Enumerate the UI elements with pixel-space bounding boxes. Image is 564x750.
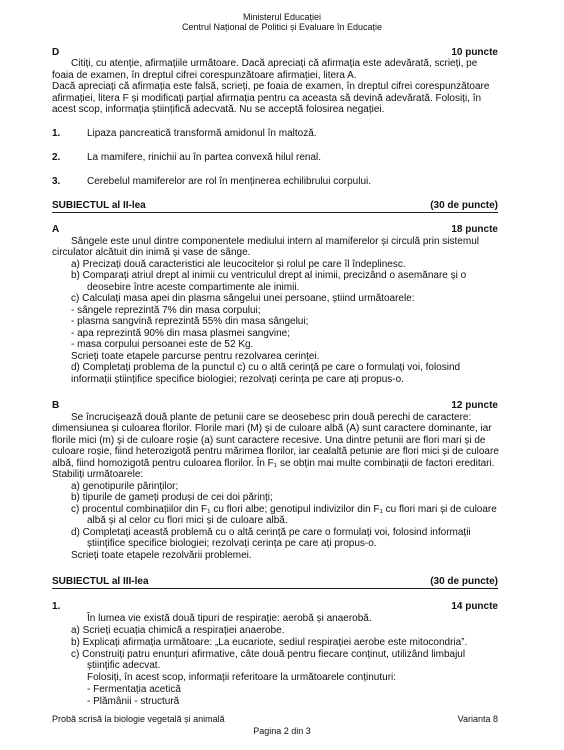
section-d-text: Dacă apreciați că afirmația este falsă, scrieți, pe foaia de examen, în dreptul cifrei corespunzătoare xyxy=(52,81,490,92)
page-header xyxy=(0,12,564,32)
requirement-d: d) Completați această problemă cu o altă cerință pe care o formulați voi, folosind informații xyxy=(71,527,471,538)
requirement-d: informații științifice specifice biologiei; rezolvați cerința pe care ați propus-o. xyxy=(71,374,404,385)
requirement-c: științific adecvat. xyxy=(87,660,161,671)
section-a-text: circulator alcătuit din inimă și vase de sânge. xyxy=(52,247,251,258)
data-item: - masa corpului persoanei este de 52 Kg. xyxy=(71,339,254,350)
requirement-b: deosebire între aceste compartimente ale inimii. xyxy=(87,282,300,293)
subject-3-title: SUBIECTUL al III-lea xyxy=(52,576,149,587)
section-b-points: 12 puncte xyxy=(451,400,498,411)
section-d-letter: D xyxy=(52,47,60,58)
subject-2-points: (30 de puncte) xyxy=(430,200,498,211)
page-footer xyxy=(52,714,498,726)
divider xyxy=(52,588,498,589)
requirement-a: a) Scrieți ecuația chimică a respirației anaerobe. xyxy=(71,625,285,636)
content-item: - Plămânii - structură xyxy=(87,696,180,707)
requirement-c: c) Calculați masa apei din plasma sângelui unei persoane, știind următoarele: xyxy=(71,293,415,304)
footer-variant: Varianta 8 xyxy=(457,714,498,724)
requirement-c: c) Construiți patru enunțuri afirmative, câte două pentru fiecare conținut, utilizând limbajul xyxy=(71,649,466,660)
page-number: Pagina 2 din 3 xyxy=(253,726,311,736)
subject-3-points: (30 de puncte) xyxy=(430,576,498,587)
requirement-d: științifice specifice biologiei; rezolvați cerința pe care ați propus-o. xyxy=(87,538,377,549)
statement-number: 2. xyxy=(52,152,61,163)
statement-number: 3. xyxy=(52,176,61,187)
subject-2-title: SUBIECTUL al II-lea xyxy=(52,200,146,211)
footer-exam-name: Probă scrisă la biologie vegetală și animală xyxy=(52,714,225,724)
section-a-letter: A xyxy=(52,224,60,235)
requirement-b: b) Comparați atriul drept al inimii cu ventriculul drept al inimii, precizând o asemănare și o xyxy=(71,270,467,281)
section-d-text: Citiți, cu atenție, afirmațiile următoare. Dacă apreciați că afirmația este adevărată, scrieți, pe xyxy=(71,58,478,69)
section-b-text: florile mici (m) și de culoare roșie (a) sunt caractere recesive. Una dintre petunii are flori mari și de xyxy=(52,435,486,446)
item-1-points: 14 puncte xyxy=(451,601,498,612)
section-d-text: afirmației, litera F și modificați parțial afirmația pentru ca aceasta să devină adevărată. Folosiți, în xyxy=(52,93,482,104)
section-d-text: foaia de examen, în dreptul cifrei corespunzătoare afirmației, litera A. xyxy=(52,70,357,81)
requirement-a: a) Precizați două caracteristici ale leucocitelor și rolul pe care îl îndeplinesc. xyxy=(71,259,406,270)
statement-number: 1. xyxy=(52,128,61,139)
section-a-text: Sângele este unul dintre componentele mediului intern al mamiferelor și circulă prin sistemul xyxy=(71,236,479,247)
data-item: - plasma sangvină reprezintă 55% din masa sângelui; xyxy=(71,316,309,327)
requirement-b: b) Explicați afirmația următoare: „La eucariote, sediul respirației aerobe este mitocondria”. xyxy=(71,637,468,648)
requirement-d: d) Completați problema de la punctul c) cu o altă cerință pe care o formulați voi, folosind xyxy=(71,362,461,373)
instruction: Scrieți toate etapele rezolvării problemei. xyxy=(71,550,252,561)
section-b-text: albă, fiind homozigotă pentru culoarea florilor. În F₁ se obțin mai multe combinații de factori ereditari. xyxy=(52,458,495,469)
instruction: Scrieți toate etapele parcurse pentru rezolvarea cerinței. xyxy=(71,351,320,362)
header-ministry: Ministerul Educației xyxy=(242,12,322,22)
requirement-a: a) genotipurile părinților; xyxy=(71,481,179,492)
content-item: - Fermentația acetică xyxy=(87,684,181,695)
requirement-b: b) tipurile de gameți produși de cei doi părinți; xyxy=(71,492,273,503)
section-d-text: acest scop, informația științifică adecvată. Nu se acceptă folosirea negației. xyxy=(52,104,385,115)
section-a-points: 18 puncte xyxy=(451,224,498,235)
section-b-letter: B xyxy=(52,400,60,411)
header-center: Centrul Național de Politici și Evaluare în Educație xyxy=(181,22,383,32)
statement-text: Lipaza pancreatică transformă amidonul în maltoză. xyxy=(87,128,317,139)
section-b-text: Se încrucișează două plante de petunii care se deosebesc prin două perechi de caractere: xyxy=(71,412,472,423)
data-item: - apa reprezintă 90% din masa plasmei sangvine; xyxy=(71,328,291,339)
statement-text: La mamifere, rinichii au în partea convexă hilul renal. xyxy=(87,152,322,163)
instruction: Folosiți, în acest scop, informații referitoare la următoarele conținuturi: xyxy=(87,672,397,683)
section-b-text: Stabiliți următoarele: xyxy=(52,469,144,480)
data-item: - sângele reprezintă 7% din masa corpului; xyxy=(71,305,261,316)
requirement-c: c) procentul combinațiilor din F₁ cu flori albe; genotipul indivizilor din F₁ cu flori mari și de culoare xyxy=(71,504,497,515)
requirement-c: albă și al celor cu flori mici și de culoare albă. xyxy=(87,515,288,526)
section-b-text: culoare roșie, fiind heterozigotă pentru mărimea florilor, iar cealaltă petunie are flori mici și de culoare xyxy=(52,446,499,457)
item-1-text: În lumea vie există două tipuri de respirație: aerobă și anaerobă. xyxy=(87,613,372,624)
statement-text: Cerebelul mamiferelor are rol în menținerea echilibrului corpului. xyxy=(87,176,372,187)
section-d-points: 10 puncte xyxy=(451,47,498,58)
divider xyxy=(52,212,498,213)
item-number: 1. xyxy=(52,601,61,612)
section-b-text: dimensiunea și culoarea florilor. Florile mari (M) și de culoare albă (A) sunt caractere dominante, iar xyxy=(52,423,492,434)
